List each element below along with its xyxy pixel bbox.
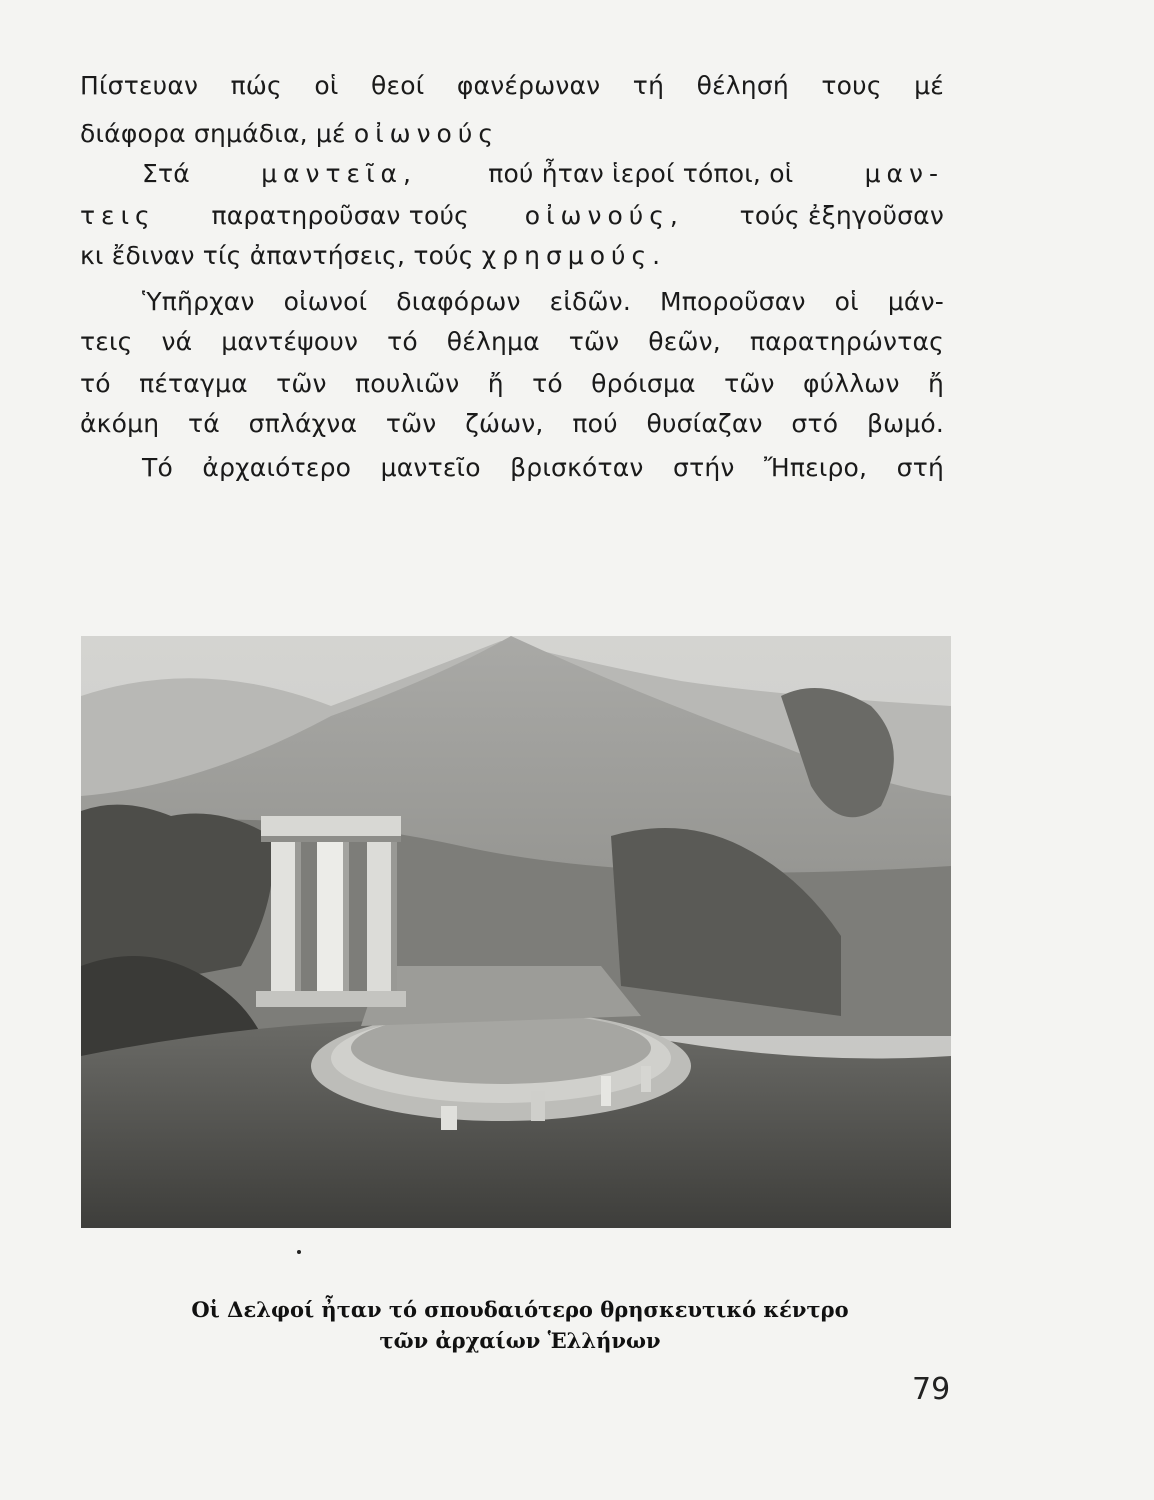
figure-caption: τῶν ἀρχαίων Ἑλλήνων (379, 1328, 661, 1353)
printer-dot (297, 1250, 301, 1254)
text-line: ἀκόμη τά σπλάχνα τῶν ζώων, πού θυσίαζαν στό βωμό. (80, 409, 944, 438)
delphi-tholos-photo (81, 636, 951, 1228)
text-line: Τό ἀρχαιότερο μαντεῖο βρισκόταν στήν Ἤπειρο, στή (142, 453, 944, 482)
text-line: Πίστευαν πώς οἱ θεοί φανέρωναν τή θέλησή τους μέ (80, 71, 944, 100)
text-line: κι ἔδιναν τίς ἀπαντήσεις, τούς χρησμούς. (80, 241, 667, 270)
text-line: Ὑπῆρχαν οἰωνοί διαφόρων εἰδῶν. Μποροῦσαν οἱ μάν- (142, 287, 944, 316)
photo-drawing (81, 636, 951, 1228)
text-line: τεις νά μαντέψουν τό θέλημα τῶν θεῶν, παρατηρώντας (80, 327, 944, 356)
page-number: 79 (912, 1372, 951, 1407)
text-line: διάφορα σημάδια, μέ οἰωνούς (80, 119, 499, 148)
text-line: τεις παρατηροῦσαν τούς οἰωνούς, τούς ἐξηγοῦσαν (80, 201, 944, 230)
text-line: Στά μαντεῖα, πού ἦταν ἱεροί τόποι, οἱ μαν- (142, 159, 944, 188)
figure-caption: Οἱ Δελφοί ἦταν τό σπουδαιότερο θρησκευτικό κέντρο (191, 1297, 849, 1322)
text-line: τό πέταγμα τῶν πουλιῶν ἤ τό θρόισμα τῶν φύλλων ἤ (80, 369, 944, 398)
